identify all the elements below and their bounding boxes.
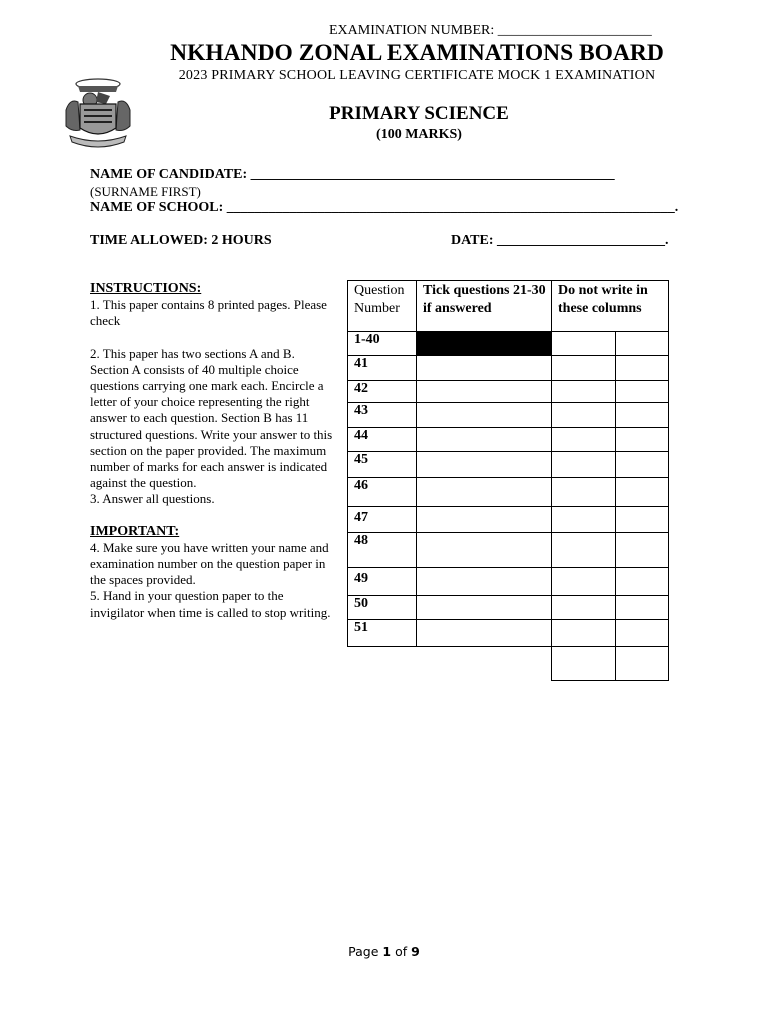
empty-cell [348,647,417,681]
instructions-section [90,281,335,621]
time-allowed: TIME ALLOWED: 2 HOURS [90,233,272,248]
page-current: 1 [382,944,392,959]
question-number-cell: 51 [348,620,417,647]
blacked-out-cell [417,332,552,356]
marker-cell [552,478,616,507]
marker-cell [552,596,616,620]
question-number-cell: 49 [348,568,417,596]
exam-subtitle: 2023 PRIMARY SCHOOL LEAVING CERTIFICATE MOCK 1 EXAMINATION [178,68,656,83]
question-number-cell: 48 [348,533,417,568]
instruction-item: 1. This paper contains 8 printed pages. Please check [90,297,327,329]
empty-cell [417,647,552,681]
instruction-item: 4. Make sure you have written your name and examination number on the question paper in the spaces provided. [90,539,329,588]
instruction-item: 2. This paper has two sections A and B. Section A consists of 40 multiple choice questions carrying one mark each. Encircle a letter of your choice representing the right answer to each question. Section B has 11 structured questions. Write your answer to this section on the paper provided. The maximum number of marks for each answer is indicated against the question. [90,345,333,491]
header-question-number: Question Number [348,281,417,332]
tick-cell [417,533,552,568]
marker-cell [552,507,616,533]
tick-cell [417,452,552,478]
school-name-field: NAME OF SCHOOL: ________________________________________________________________. [90,200,679,215]
marker-cell [552,332,616,356]
page-of: of [391,944,412,959]
page-total: 9 [411,944,420,959]
page-prefix: Page [348,944,383,959]
marker-cell [616,478,669,507]
question-number-cell: 47 [348,507,417,533]
marker-cell [616,428,669,452]
marker-cell [616,596,669,620]
important-heading: IMPORTANT: [90,523,180,539]
marker-total-cell [552,647,616,681]
header-tick-questions: Tick questions 21-30 if answered [417,281,552,332]
marker-cell [552,381,616,403]
marker-cell [616,620,669,647]
question-number-cell: 43 [348,403,417,428]
marker-cell [552,620,616,647]
marker-cell [552,452,616,478]
instruction-item: 5. Hand in your question paper to the invigilator when time is called to stop writing. [90,588,331,620]
surname-first-note: (SURNAME FIRST) [90,184,201,199]
tick-cell [417,356,552,381]
marker-cell [552,403,616,428]
marker-cell [616,533,669,568]
tick-cell [417,478,552,507]
marker-cell [552,568,616,596]
marker-cell [552,428,616,452]
tick-cell [417,507,552,533]
marker-cell [616,356,669,381]
examination-number-field: EXAMINATION NUMBER: ______________________ [329,23,652,38]
tick-cell [417,381,552,403]
question-tick-table [347,280,669,681]
question-number-cell: 46 [348,478,417,507]
marker-cell [616,332,669,356]
page-number [0,944,768,959]
question-number-cell: 41 [348,356,417,381]
marker-cell [616,381,669,403]
question-number-cell: 45 [348,452,417,478]
marker-total-cell [616,647,669,681]
candidate-name-field: NAME OF CANDIDATE: ____________________________________________________ [90,167,615,182]
tick-cell [417,403,552,428]
question-number-cell: 1-40 [348,332,417,356]
header-do-not-write: Do not write in these columns [552,281,669,332]
subject-title: PRIMARY SCIENCE [329,103,509,124]
board-title: NKHANDO ZONAL EXAMINATIONS BOARD [170,40,664,66]
tick-cell [417,568,552,596]
instruction-item: 3. Answer all questions. [90,491,215,507]
marker-cell [616,568,669,596]
tick-cell [417,620,552,647]
tick-cell [417,596,552,620]
date-field: DATE: ________________________. [451,233,669,248]
instructions-heading: INSTRUCTIONS: [90,281,202,296]
marker-cell [616,403,669,428]
marker-cell [616,452,669,478]
question-number-cell: 42 [348,381,417,403]
marker-cell [552,533,616,568]
tick-cell [417,428,552,452]
question-number-cell: 44 [348,428,417,452]
marker-cell [552,356,616,381]
total-marks: (100 MARKS) [376,127,462,142]
question-number-cell: 50 [348,596,417,620]
marker-cell [616,507,669,533]
